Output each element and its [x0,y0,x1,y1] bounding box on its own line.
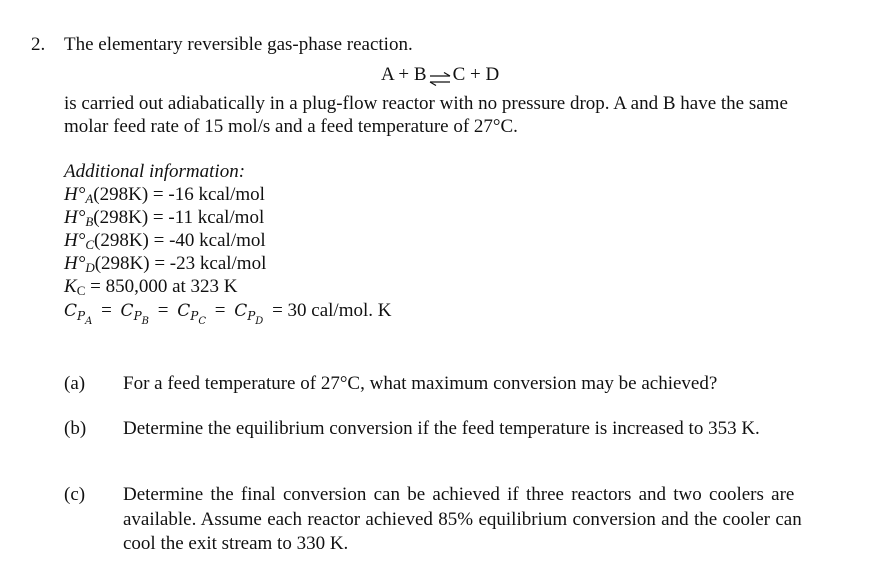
enthalpy-b [64,206,264,229]
part-c-line-2: available. Assume each reactor achieved 85% equilibrium conversion and the cooler can [123,509,802,530]
enthalpy-value: (298K) = -16 kcal/mol [93,184,265,205]
enthalpy-symbol: H° [64,207,86,228]
description-line-1: is carried out adiabatically in a plug-flow reactor with no pressure drop. A and B have the same [64,93,788,114]
cp-value: = 30 cal/mol. K [272,300,392,321]
enthalpy-subscript: D [85,260,95,275]
problem-number: 2. [31,34,46,55]
enthalpy-subscript: A [85,191,94,206]
cp-line [64,299,392,327]
reaction-right: C + D [452,64,500,85]
enthalpy-symbol: H° [64,253,86,274]
part-b-label: (b) [64,418,87,439]
enthalpy-a [64,183,265,206]
enthalpy-value: (298K) = -23 kcal/mol [94,253,267,274]
part-c-label: (c) [64,484,86,505]
enthalpy-subscript: B [85,214,94,229]
cp-term-b: $C_{P_B}$ [120,301,149,327]
enthalpy-symbol: H° [64,184,86,205]
part-a-text: For a feed temperature of 27°C, what maximum conversion may be achieved? [123,373,718,394]
cp-term-d: $C_{P_D}$ [234,301,264,327]
kc-line [64,275,238,298]
description-line-2: molar feed rate of 15 mol/s and a feed temperature of 27°C. [64,116,518,137]
equals-sign: = [157,300,169,321]
enthalpy-value: (298K) = -11 kcal/mol [93,207,265,228]
kc-symbol: K [64,276,77,297]
kc-value: = 850,000 at 323 K [85,276,238,297]
cp-term-a: $C_{P_A}$ [64,301,93,327]
problem-title: The elementary reversible gas-phase reaction. [64,34,413,55]
reaction-left: A + B [381,64,427,85]
kc-subscript: C [76,283,86,298]
enthalpy-subscript: C [85,237,94,252]
enthalpy-c [64,229,266,252]
enthalpy-value: (298K) = -40 kcal/mol [94,230,266,251]
part-a-label: (a) [64,373,86,394]
additional-info-heading: Additional information: [64,161,246,182]
part-c-line-3: cool the exit stream to 330 K. [123,533,349,554]
part-c-line-1: Determine the final conversion can be achieved if three reactors and two coolers are [123,484,795,505]
equals-sign: = [101,300,112,321]
enthalpy-d [64,252,266,275]
part-b-text: Determine the equilibrium conversion if the feed temperature is increased to 353 K. [123,418,760,439]
equals-sign: = [214,300,226,321]
reaction-equation [381,63,499,86]
enthalpy-symbol: H° [64,230,86,251]
cp-term-c: $C_{P_C}$ [177,301,206,327]
equilibrium-arrow-icon [429,69,451,83]
